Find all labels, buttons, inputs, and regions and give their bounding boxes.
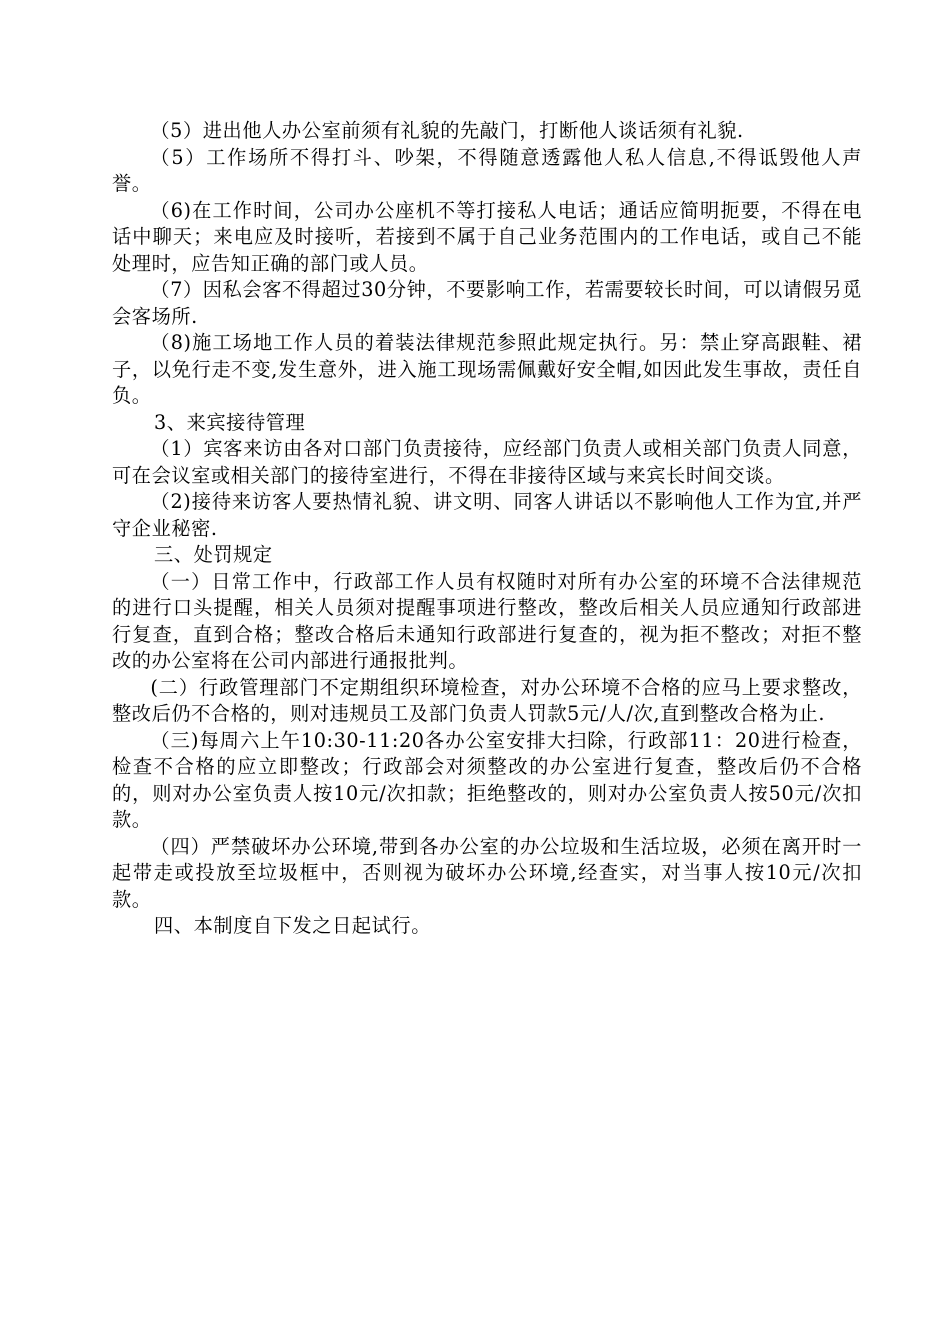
- paragraph-penalty-2: (二）行政管理部门不定期组织环境检查，对办公环境不合格的应马上要求整改，整改后仍不合格的，则对违规员工及部门负责人罚款5元/人/次,直到整改合格为止.: [112, 675, 862, 725]
- paragraph-phone-usage: （6)在工作时间，公司办公座机不等打接私人电话；通话应简明扼要，不得在电话中聊天；来电应及时接听，若接到不属于自己业务范围内的工作电话，或自己不能处理时，应告知正确的部门或人员。: [112, 198, 862, 275]
- paragraph-guest-reception-1: （1）宾客来访由各对口部门负责接待，应经部门负责人或相关部门负责人同意，可在会议室或相关部门的接待室进行，不得在非接待区域与来宾长时间交谈。: [112, 437, 862, 487]
- paragraph-penalty-1: （一）日常工作中，行政部工作人员有权随时对所有办公室的环境不合法律规范的进行口头提醒，相关人员须对提醒事项进行整改，整改后相关人员应通知行政部进行复查，直到合格；整改合格后未通知行政部进行复查的，视为拒不整改；对拒不整改的办公室将在公司内部进行通报批判。: [112, 569, 862, 672]
- section-heading-effective-date: 四、本制度自下发之日起试行。: [154, 914, 432, 937]
- paragraph-penalty-4: （四）严禁破坏办公环境,带到各办公室的办公垃圾和生活垃圾，必须在离开时一起带走或投放至垃圾框中，否则视为破坏办公环境,经查实，对当事人按10元/次扣款。: [112, 834, 862, 911]
- paragraph-guest-reception-2: （2)接待来访客人要热情礼貌、讲文明、同客人讲话以不影响他人工作为宜,并严守企业秘密.: [112, 490, 862, 540]
- section-heading-penalties: 三、处罚规定: [154, 543, 273, 566]
- paragraph-penalty-3: （三)每周六上午10:30-11:20各办公室安排大扫除，行政部11：20进行检查，检查不合格的应立即整改；行政部会对须整改的办公室进行复查，整改后仍不合格的，则对办公室负责人按10元/次扣款；拒绝整改的，则对办公室负责人按50元/次扣款。: [112, 728, 862, 831]
- paragraph-private-visitors: （7）因私会客不得超过30分钟，不要影响工作，若需要较长时间，可以请假另觅会客场所.: [112, 278, 862, 328]
- document-body: [112, 118, 862, 940]
- section-heading-guest-reception: 3、来宾接待管理: [154, 410, 306, 434]
- paragraph-workplace-conduct: （5）工作场所不得打斗、吵架，不得随意透露他人私人信息,不得诋毁他人声誉。: [112, 145, 862, 195]
- paragraph-visiting-etiquette: （5）进出他人办公室前须有礼貌的先敲门，打断他人谈话须有礼貌.: [150, 119, 744, 142]
- paragraph-site-dress-code: （8)施工场地工作人员的着装法律规范参照此规定执行。另：禁止穿高跟鞋、裙子，以免行走不变,发生意外，进入施工现场需佩戴好安全帽,如因此发生事故，责任自负。: [112, 331, 862, 407]
